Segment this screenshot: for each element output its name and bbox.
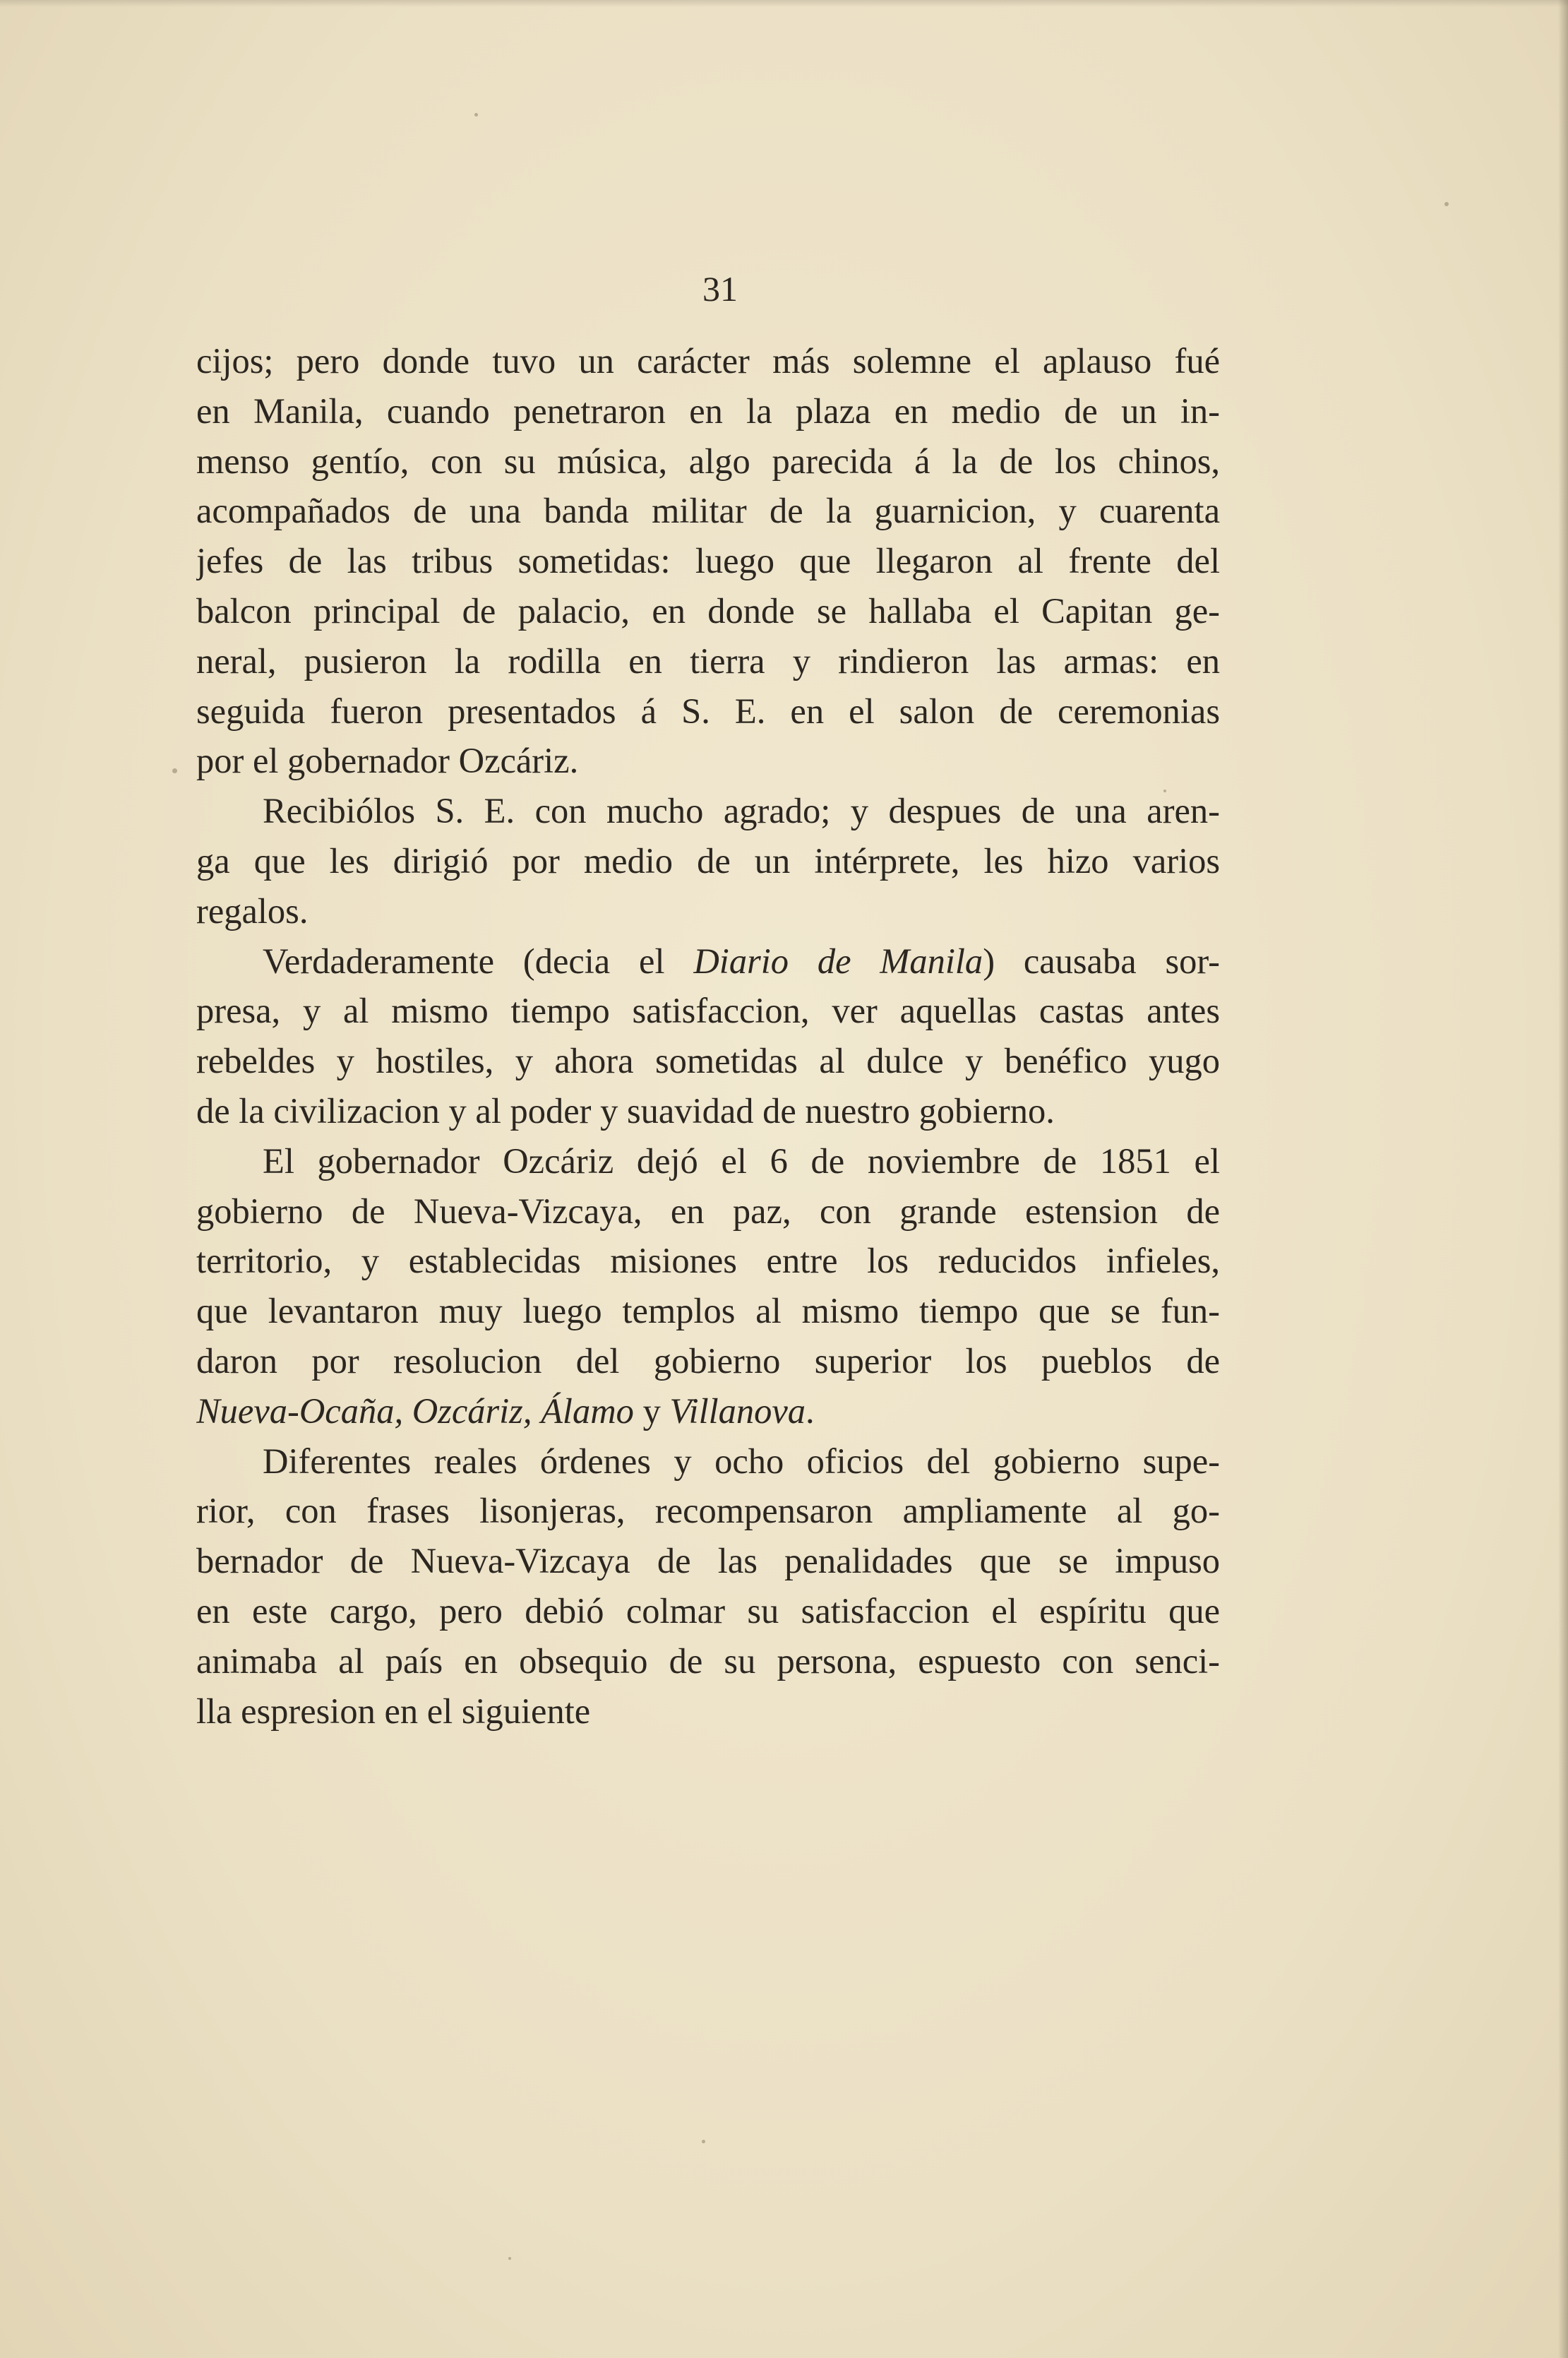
text-line: bernador de Nueva-Vizcaya de las penalidades que se impuso xyxy=(196,1541,1220,1581)
text-run: Verdaderamente (decia el xyxy=(263,941,694,981)
page-top-edge xyxy=(0,0,1568,7)
text-line: El gobernador Ozcáriz dejó el 6 de noviembre de 1851 el xyxy=(263,1141,1220,1181)
paragraph xyxy=(196,1136,1220,1436)
text-line: animaba al país en obsequio de su persona, espuesto con senci- xyxy=(196,1641,1220,1681)
text-line: rior, con frases lisonjeras, recompensaron ampliamente al go- xyxy=(196,1491,1220,1531)
text-run: . xyxy=(806,1391,815,1431)
text-line: territorio, y establecidas misiones entre los reducidos infieles, xyxy=(196,1241,1220,1281)
text-line: Diferentes reales órdenes y ocho oficios del gobierno supe- xyxy=(263,1441,1220,1481)
paragraph xyxy=(196,1436,1220,1737)
text-line: por el gobernador Ozcáriz. xyxy=(196,741,579,781)
text-line xyxy=(196,936,1220,987)
text-line: en Manila, cuando penetraron en la plaza en medio de un in- xyxy=(196,391,1220,431)
text-line: daron por resolucion del gobierno superior los pueblos de xyxy=(196,1340,1220,1381)
text-line: balcon principal de palacio, en donde se hallaba el Capitan ge- xyxy=(196,590,1220,631)
paragraph xyxy=(196,336,1220,786)
text-line: regalos. xyxy=(196,891,309,931)
paper-speck xyxy=(508,2257,511,2260)
text-line: neral, pusieron la rodilla en tierra y rindieron las armas: en xyxy=(196,641,1220,681)
text-line xyxy=(196,1386,1220,1436)
page-number: 31 xyxy=(702,269,738,309)
paper-speck xyxy=(172,768,177,773)
text-line: ga que les dirigió por medio de un intérprete, les hizo varios xyxy=(196,840,1220,881)
paragraph xyxy=(196,936,1220,1136)
text-line: gobierno de Nueva-Vizcaya, en paz, con grande estension de xyxy=(196,1191,1220,1231)
text-line: Recibiólos S. E. con mucho agrado; y despues de una aren- xyxy=(263,791,1220,831)
italic-text: Diario de Manila xyxy=(693,941,983,981)
italic-text: Nueva-Ocaña, Ozcáriz, Álamo xyxy=(196,1391,634,1431)
text-line: seguida fueron presentados á S. E. en el salon de ceremonias xyxy=(196,691,1220,731)
text-line: en este cargo, pero debió colmar su satisfaccion el espíritu que xyxy=(196,1590,1220,1631)
text-line: jefes de las tribus sometidas: luego que llegaron al frente del xyxy=(196,541,1220,581)
text-line: menso gentío, con su música, algo parecida á la de los chinos, xyxy=(196,441,1220,481)
paragraph xyxy=(196,786,1220,936)
italic-text: Villanova xyxy=(669,1391,806,1431)
text-line: rebeldes y hostiles, y ahora sometidas al dulce y benéfico yugo xyxy=(196,1041,1220,1081)
paper-speck xyxy=(702,2140,705,2143)
text-line: que levantaron muy luego templos al mismo tiempo que se fun- xyxy=(196,1291,1220,1331)
text-run: ) causaba sor- xyxy=(983,941,1220,981)
text-line: presa, y al mismo tiempo satisfaccion, ver aquellas castas antes xyxy=(196,991,1220,1031)
text-line: cijos; pero donde tuvo un carácter más solemne el aplauso fué xyxy=(196,341,1220,381)
text-line: acompañados de una banda militar de la guarnicion, y cuarenta xyxy=(196,491,1220,531)
paper-speck xyxy=(1444,202,1449,206)
page-right-edge xyxy=(1558,0,1568,2358)
text-line: lla espresion en el siguiente xyxy=(196,1691,591,1731)
text-run: y xyxy=(633,1391,670,1431)
text-line: de la civilizacion y al poder y suavidad de nuestro gobierno. xyxy=(196,1090,1055,1131)
paper-speck xyxy=(474,113,478,117)
body-text xyxy=(196,336,1220,1736)
